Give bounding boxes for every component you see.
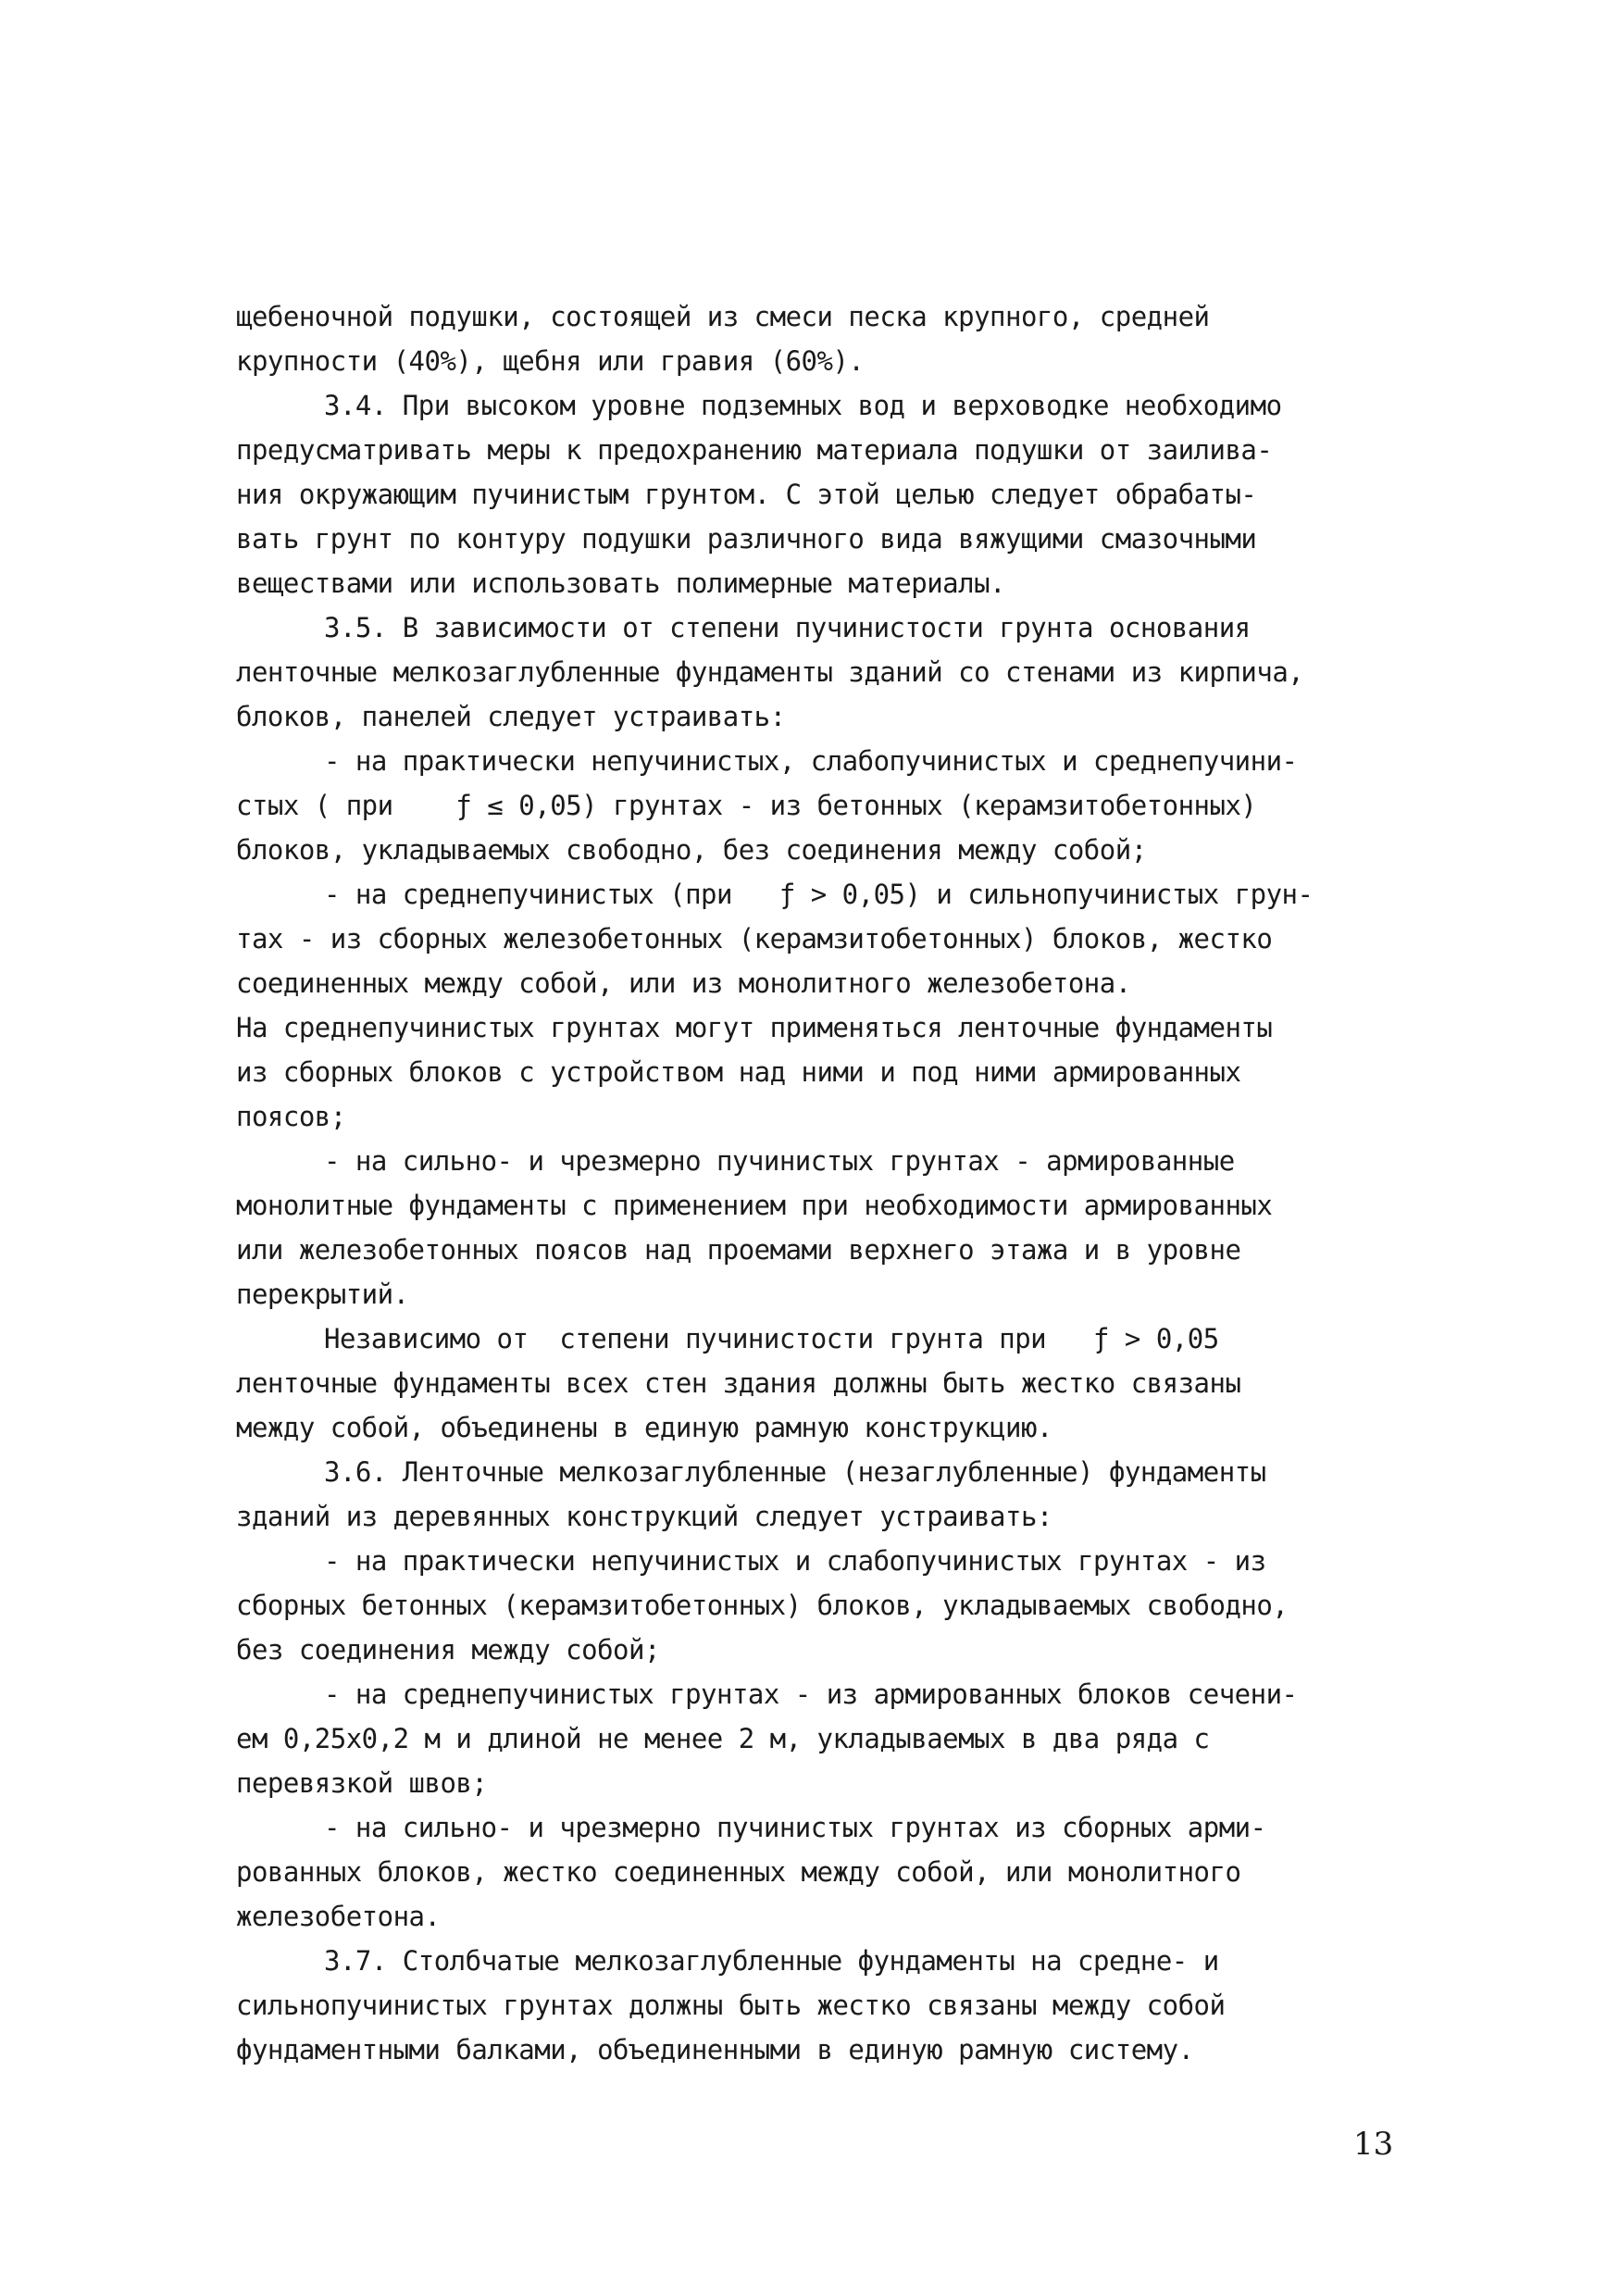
text-line: перекрытий. [236, 1279, 409, 1310]
text-line: веществами или использовать полимерные материалы. [236, 568, 1006, 599]
text-line: блоков, панелей следует устраивать: [236, 701, 786, 732]
text-line: крупности (40%), щебня или гравия (60%). [236, 345, 865, 377]
text-line: перевязкой швов; [236, 1767, 488, 1799]
text-line: соединенных между собой, или из монолитного железобетона. [236, 967, 1131, 999]
text-line: ния окружающим пучинистым грунтом. С этой целью следует обрабаты- [236, 479, 1257, 510]
text-line: 3.5. В зависимости от степени пучинистости грунта основания [324, 612, 1251, 643]
text-line: Независимо от степени пучинистости грунта при ƒ > 0,05 [324, 1323, 1219, 1354]
text-line: вать грунт по контуру подушки различного вида вяжущими смазочными [236, 523, 1257, 555]
text-line: монолитные фундаменты с применением при необходимости армированных [236, 1190, 1273, 1221]
text-line: - на практически непучинистых и слабопучинистых грунтах - из [324, 1545, 1266, 1577]
text-line: железобетона. [236, 1901, 441, 1932]
text-line: ем 0,25х0,2 м и длиной не менее 2 м, укладываемых в два ряда с [236, 1723, 1210, 1754]
text-line: блоков, укладываемых свободно, без соединения между собой; [236, 834, 1147, 866]
text-line: - на среднепучинистых грунтах - из армированных блоков сечени- [324, 1678, 1298, 1710]
text-line: На среднепучинистых грунтах могут применяться ленточные фундаменты [236, 1012, 1273, 1043]
text-line: - на среднепучинистых (при ƒ > 0,05) и сильнопучинистых грун- [324, 879, 1314, 910]
text-line: предусматривать меры к предохранению материала подушки от заилива- [236, 434, 1273, 466]
text-line: зданий из деревянных конструкций следует устраивать: [236, 1501, 1052, 1532]
text-line: рованных блоков, жестко соединенных между собой, или монолитного [236, 1856, 1241, 1888]
text-line: 3.4. При высоком уровне подземных вод и верховодке необходимо [324, 390, 1282, 421]
page-number: 13 [1353, 2126, 1394, 2163]
body-text [236, 294, 1458, 2072]
text-line: 3.6. Ленточные мелкозаглубленные (незаглубленные) фундаменты [324, 1456, 1266, 1488]
text-line: 3.7. Столбчатые мелкозаглубленные фундаменты на средне- и [324, 1945, 1219, 1977]
text-line: щебеночной подушки, состоящей из смеси песка крупного, средней [236, 301, 1210, 332]
text-line: - на практически непучинистых, слабопучинистых и среднепучини- [324, 745, 1298, 777]
text-line: сборных бетонных (керамзитобетонных) блоков, укладываемых свободно, [236, 1590, 1289, 1621]
text-line: ленточные мелкозаглубленные фундаменты зданий со стенами из кирпича, [236, 656, 1304, 688]
text-line: без соединения между собой; [236, 1634, 660, 1666]
text-line: или железобетонных поясов над проемами верхнего этажа и в уровне [236, 1234, 1241, 1266]
text-line: стых ( при ƒ ≤ 0,05) грунтах - из бетонных (керамзитобетонных) [236, 790, 1257, 821]
text-line: фундаментными балками, объединенными в единую рамную систему. [236, 2034, 1194, 2065]
text-line: ленточные фундаменты всех стен здания должны быть жестко связаны [236, 1367, 1241, 1399]
text-line: - на сильно- и чрезмерно пучинистых грунтах - армированные [324, 1145, 1235, 1177]
text-line: между собой, объединены в единую рамную конструкцию. [236, 1412, 1052, 1443]
text-line: тах - из сборных железобетонных (керамзитобетонных) блоков, жестко [236, 923, 1273, 955]
text-line: поясов; [236, 1101, 346, 1132]
text-line: - на сильно- и чрезмерно пучинистых грунтах из сборных арми- [324, 1812, 1266, 1843]
text-line: сильнопучинистых грунтах должны быть жестко связаны между собой [236, 1990, 1226, 2021]
text-line: из сборных блоков с устройством над ними и под ними армированных [236, 1056, 1241, 1088]
